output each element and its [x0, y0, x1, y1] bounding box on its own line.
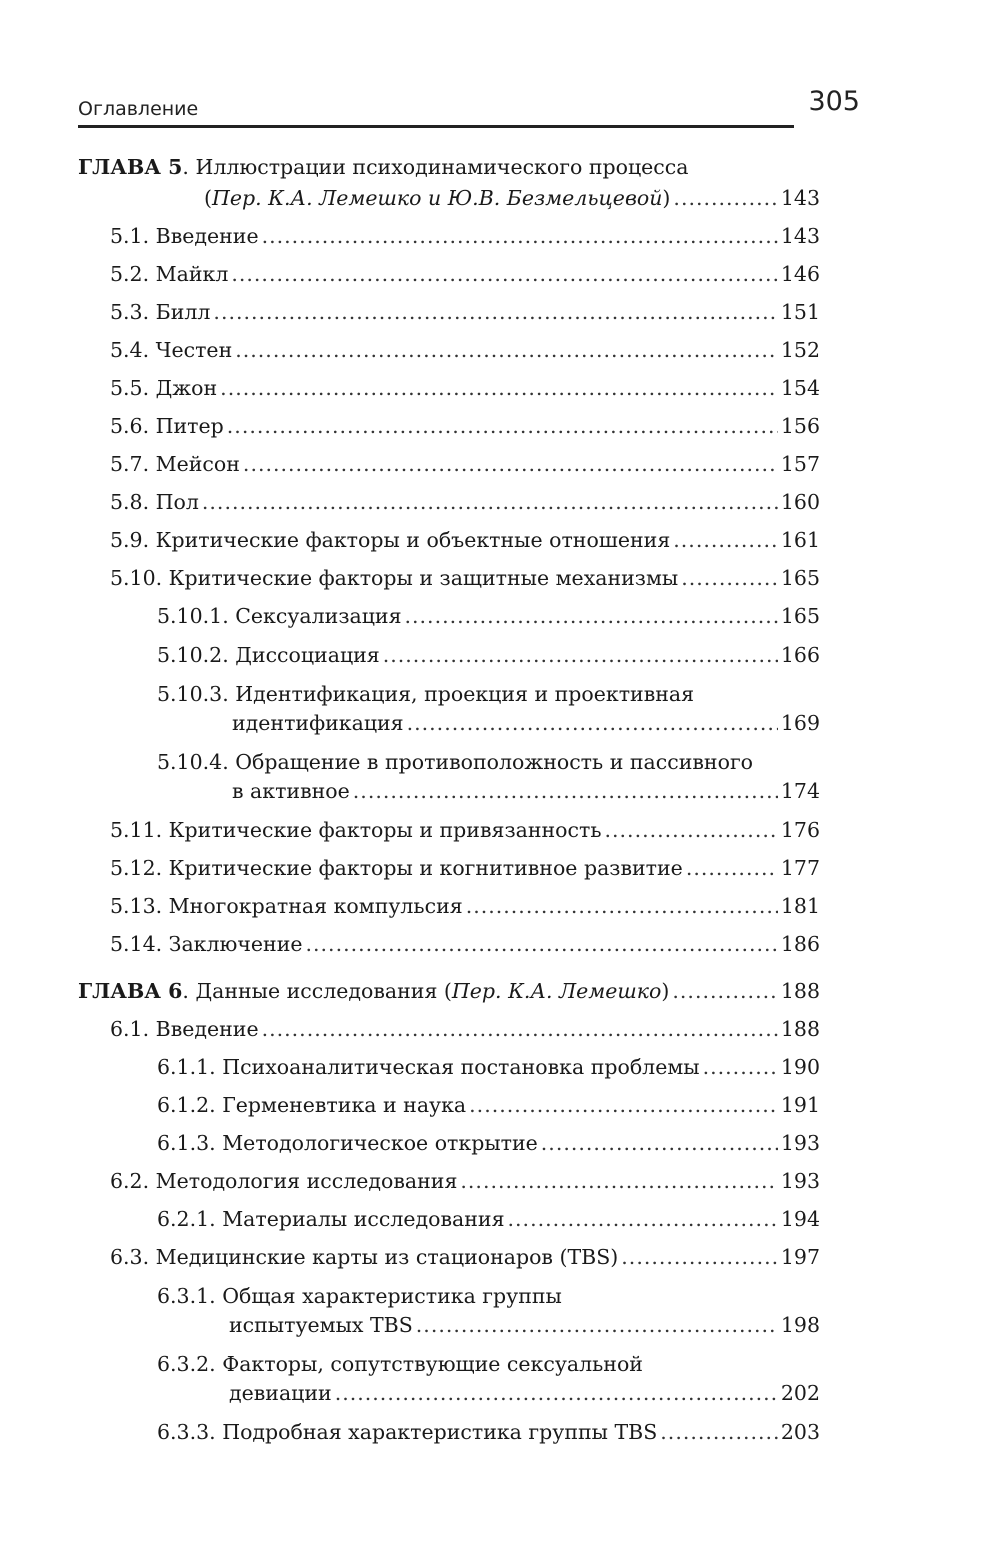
toc-entry: 5.1. Введение ..... 143	[110, 222, 820, 250]
chapter-6-heading: ГЛАВА 6. Данные исследования (Пер. К.А. Лемешко) ..... 188	[78, 977, 820, 1005]
toc-entry: 6.1.2. Герменевтика и наука ..... 191	[157, 1091, 820, 1119]
toc-entry: 5.14. Заключение ..... 186	[110, 930, 820, 958]
page-number: 305	[808, 86, 860, 117]
toc-entry: 6.2. Методология исследования ..... 193	[110, 1167, 820, 1195]
chapter-6-page: 188	[780, 979, 820, 1003]
toc-entry-first-line: 6.3.1. Общая характеристика группы	[157, 1284, 562, 1308]
toc-entry: 5.10.1. Сексуализация ..... 165	[157, 602, 820, 630]
toc-entry: 6.3.3. Подробная характеристика группы TBS ..... 203	[157, 1418, 820, 1446]
chapter-5-page: 143	[780, 186, 820, 210]
toc-entry: 5.4. Честен ..... 152	[110, 336, 820, 364]
toc-entry: 6.3. Медицинские карты из стационаров (TBS) ..... 197	[110, 1243, 820, 1271]
chapter-6-label: ГЛАВА 6	[78, 979, 183, 1003]
toc-entry: 5.13. Многократная компульсия ..... 181	[110, 892, 820, 920]
chapter-6-translators: Пер. К.А. Лемешко	[451, 979, 662, 1003]
toc-entry: 5.3. Билл ..... 151	[110, 298, 820, 326]
toc-entry-continuation: в активное ..... 174	[232, 777, 820, 805]
toc-entry: 6.1. Введение ..... 188	[110, 1015, 820, 1043]
toc-entry: 5.10.2. Диссоциация ..... 166	[157, 641, 820, 669]
chapter-5-translators-line: (Пер. К.А. Лемешко и Ю.В. Безмельцевой) ..... 143	[204, 184, 820, 212]
toc-entry: 5.6. Питер ..... 156	[110, 412, 820, 440]
toc-entry: 5.8. Пол ..... 160	[110, 488, 820, 516]
toc-entry: 6.1.3. Методологическое открытие ..... 193	[157, 1129, 820, 1157]
toc-entry-first-line: 5.10.3. Идентификация, проекция и проективная	[157, 682, 695, 706]
dot-leader	[673, 184, 777, 212]
toc-entry: 5.11. Критические факторы и привязанность ..... 176	[110, 816, 820, 844]
toc-entry: 5.9. Критические факторы и объектные отношения ..... 161	[110, 526, 820, 554]
toc-entry: 5.7. Мейсон ..... 157	[110, 450, 820, 478]
toc-entry: 6.1.1. Психоаналитическая постановка проблемы ..... 190	[157, 1053, 820, 1081]
toc-entry-first-line: 6.3.2. Факторы, сопутствующие сексуальной	[157, 1352, 643, 1376]
chapter-5-translators: Пер. К.А. Лемешко и Ю.В. Безмельцевой	[212, 186, 663, 210]
toc-entry: 5.5. Джон ..... 154	[110, 374, 820, 402]
chapter-5-title: . Иллюстрации психодинамического процесса	[182, 155, 689, 179]
chapter-5-label: ГЛАВА 5	[78, 155, 183, 179]
chapter-5-heading	[78, 153, 688, 181]
toc-entry: 5.2. Майкл ..... 146	[110, 260, 820, 288]
toc-entry-continuation: девиации ..... 202	[229, 1379, 820, 1407]
toc-entry-first-line: 5.10.4. Обращение в противоположность и пассивного	[157, 750, 754, 774]
toc-entry-continuation: идентификация ..... 169	[232, 709, 820, 737]
toc-entry: 6.2.1. Материалы исследования ..... 194	[157, 1205, 820, 1233]
running-header-title: Оглавление	[78, 98, 199, 120]
toc-entry-continuation: испытуемых TBS ..... 198	[229, 1311, 820, 1339]
toc-entry: 5.12. Критические факторы и когнитивное развитие ..... 177	[110, 854, 820, 882]
toc-entry: 5.10. Критические факторы и защитные механизмы ..... 165	[110, 564, 820, 592]
